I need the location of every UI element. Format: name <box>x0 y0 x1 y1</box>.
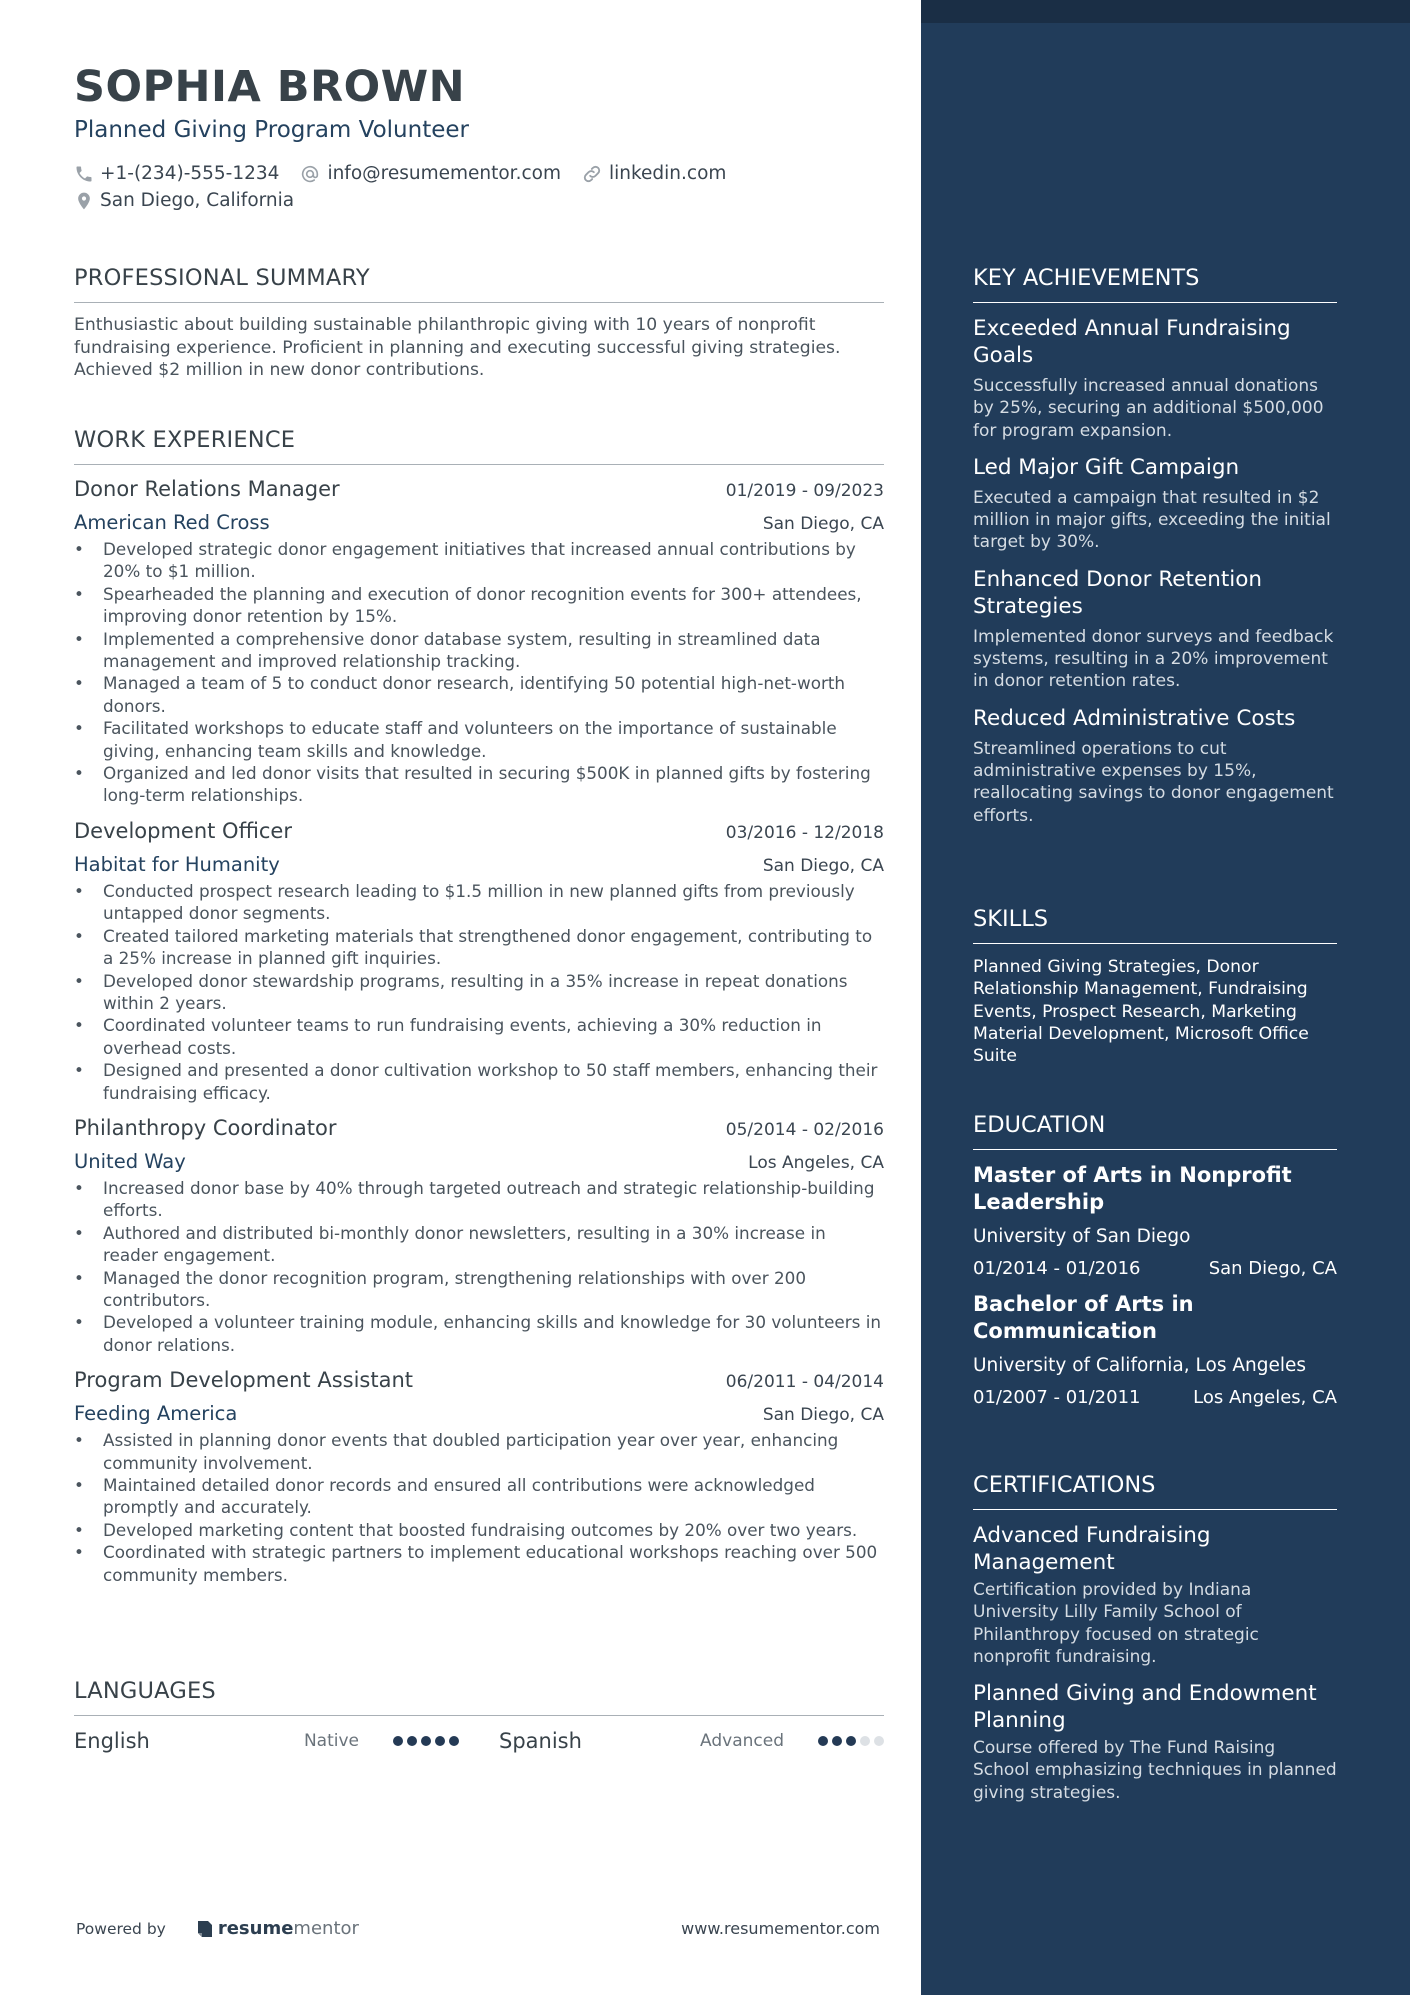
job-dates: 05/2014 - 02/2016 <box>725 1119 884 1140</box>
email-text: info@resumementor.com <box>327 163 561 184</box>
achievement-title: Enhanced Donor Retention Strategies <box>973 566 1263 619</box>
summary-text: Enthusiastic about building sustainable philanthropic giving with 10 years of nonprofit fundraising experience. Proficient in planning and executing successful giving strategies. Achieved $2 million in new donor contributions. <box>74 315 841 380</box>
language-name: English <box>74 1729 150 1753</box>
education-list <box>973 1162 1337 1408</box>
education-location: Los Angeles, CA <box>1193 1387 1337 1408</box>
achievement-desc: Streamlined operations to cut administrative expenses by 15%, reallocating savings to donor engagement efforts. <box>973 738 1334 826</box>
certification-list <box>973 1522 1337 1804</box>
resumementor-logo-icon <box>196 1919 214 1939</box>
contact-location <box>74 190 294 212</box>
education-location: San Diego, CA <box>1208 1258 1337 1279</box>
job-subheader <box>74 853 884 876</box>
job-location: San Diego, CA <box>762 855 884 876</box>
rating-dot <box>846 1736 856 1746</box>
job-location: San Diego, CA <box>762 1405 884 1426</box>
language-rating <box>389 1736 459 1746</box>
language-name: Spanish <box>499 1729 582 1753</box>
certification-title: Advanced Fundraising Management <box>973 1523 1211 1575</box>
certification-desc: Course offered by The Fund Raising School emphasizing techniques in planned giving strategies. <box>973 1738 1337 1803</box>
rating-dot <box>421 1736 431 1746</box>
at-icon <box>299 163 321 185</box>
job-bullet: • Designed and presented a donor cultivation workshop to 50 staff members, enhancing their fundraising efficacy. <box>74 1059 884 1104</box>
education-degree: Master of Arts in Nonprofit Leadership <box>973 1163 1292 1214</box>
achievement-desc: Implemented donor surveys and feedback systems, resulting in a 20% improvement in donor retention rates. <box>973 626 1334 692</box>
language-item <box>74 1729 459 1753</box>
job-dates: 03/2016 - 12/2018 <box>725 822 884 843</box>
job-entry <box>74 477 884 807</box>
location-pin-icon <box>74 190 94 212</box>
job-role: Program Development Assistant <box>74 1368 413 1393</box>
certifications-section <box>973 1472 1337 1804</box>
achievement-item <box>973 705 1337 827</box>
job-header <box>74 819 884 843</box>
sidebar-top-band <box>921 0 1410 23</box>
powered-by <box>76 1918 359 1939</box>
job-header <box>74 1368 884 1392</box>
experience-heading: WORK EXPERIENCE <box>74 427 884 465</box>
languages-section <box>74 1678 884 1753</box>
rating-dot <box>407 1736 417 1746</box>
job-bullets <box>74 538 884 807</box>
contact-phone[interactable] <box>74 163 279 184</box>
brand-logo[interactable] <box>196 1918 359 1939</box>
education-school: University of San Diego <box>973 1226 1191 1247</box>
language-item <box>499 1729 884 1753</box>
job-header <box>74 477 884 501</box>
achievements-section <box>973 265 1337 827</box>
job-company: Feeding America <box>74 1402 238 1426</box>
languages-heading: LANGUAGES <box>74 1678 884 1716</box>
achievement-title: Exceeded Annual Fundraising Goals <box>973 316 1291 368</box>
job-bullet: • Increased donor base by 40% through targeted outreach and strategic relationship-building efforts. <box>74 1177 884 1222</box>
job-bullets <box>74 880 884 1104</box>
link-icon <box>581 163 603 185</box>
job-bullet: • Developed donor stewardship programs, resulting in a 35% increase in repeat donations within 2 years. <box>74 970 884 1015</box>
job-role: Philanthropy Coordinator <box>74 1115 337 1140</box>
job-bullet: • Implemented a comprehensive donor database system, resulting in streamlined data management and improved relationship tracking. <box>74 628 884 673</box>
job-bullet: • Maintained detailed donor records and ensured all contributions were acknowledged promptly and accurately. <box>74 1474 884 1519</box>
achievement-title: Reduced Administrative Costs <box>973 705 1296 731</box>
powered-by-label: Powered by <box>76 1919 166 1938</box>
education-section <box>973 1112 1337 1408</box>
achievement-title: Led Major Gift Campaign <box>973 454 1240 480</box>
job-subheader <box>74 1402 884 1425</box>
linkedin-text: linkedin.com <box>608 163 727 184</box>
candidate-name: SOPHIA BROWN <box>74 62 466 112</box>
job-bullet: • Organized and led donor visits that resulted in securing $500K in planned gifts by fostering long-term relationships. <box>74 762 884 807</box>
job-bullet: • Created tailored marketing materials that strengthened donor engagement, contributing to a 25% increase in planned gift inquiries. <box>74 925 884 970</box>
rating-dot <box>860 1736 870 1746</box>
rating-dot <box>818 1736 828 1746</box>
achievements-heading: KEY ACHIEVEMENTS <box>973 265 1337 303</box>
education-meta <box>973 1258 1337 1279</box>
job-bullet: • Managed the donor recognition program, strengthening relationships with over 200 contributors. <box>74 1267 884 1312</box>
rating-dot <box>832 1736 842 1746</box>
footer-website[interactable]: www.resumementor.com <box>681 1919 880 1938</box>
job-bullet: • Developed strategic donor engagement initiatives that increased annual contributions by 20% to $1 million. <box>74 538 884 583</box>
contact-linkedin[interactable] <box>581 163 726 185</box>
job-bullet: • Spearheaded the planning and execution of donor recognition events for 300+ attendees, improving donor retention by 15%. <box>74 583 884 628</box>
job-bullet: • Facilitated workshops to educate staff and volunteers on the importance of sustainable giving, enhancing team skills and knowledge. <box>74 717 884 762</box>
certification-desc: Certification provided by Indiana University Lilly Family School of Philanthropy focused on strategic nonprofit fundraising. <box>973 1580 1259 1667</box>
job-entry <box>74 1368 884 1586</box>
job-location: San Diego, CA <box>762 514 884 534</box>
skills-text: Planned Giving Strategies, Donor Relationship Management, Fundraising Events, Prospect Research, Marketing Material Development, Microsoft Office Suite <box>973 957 1309 1067</box>
language-level: Native <box>303 1731 359 1751</box>
candidate-title: Planned Giving Program Volunteer <box>74 117 469 143</box>
job-entry <box>74 819 884 1104</box>
summary-heading: PROFESSIONAL SUMMARY <box>74 265 884 303</box>
job-header <box>74 1116 884 1140</box>
job-role: Development Officer <box>74 818 292 843</box>
job-bullet: • Developed a volunteer training module, enhancing skills and knowledge for 30 volunteers in donor relations. <box>74 1311 884 1356</box>
skills-heading: SKILLS <box>973 906 1337 944</box>
job-bullets <box>74 1429 884 1586</box>
education-school: University of California, Los Angeles <box>973 1355 1307 1376</box>
job-subheader <box>74 511 884 534</box>
contact-info <box>74 160 884 214</box>
job-bullet: • Developed marketing content that boosted fundraising outcomes by 20% over two years. <box>74 1519 884 1541</box>
job-entry <box>74 1116 884 1356</box>
achievement-desc: Executed a campaign that resulted in $2 million in major gifts, exceeding the initial target by 30%. <box>973 487 1331 553</box>
brand-name-light: mentor <box>293 1918 359 1939</box>
achievement-desc: Successfully increased annual donations by 25%, securing an additional $500,000 for program expansion. <box>973 376 1324 441</box>
rating-dot <box>393 1736 403 1746</box>
job-bullet: • Assisted in planning donor events that doubled participation year over year, enhancing community involvement. <box>74 1429 884 1474</box>
job-dates: 06/2011 - 04/2014 <box>725 1372 884 1393</box>
certification-item <box>973 1680 1337 1804</box>
job-subheader <box>74 1150 884 1173</box>
rating-dot <box>435 1736 445 1746</box>
education-degree: Bachelor of Arts in Communication <box>973 1292 1194 1343</box>
rating-dot <box>449 1736 459 1746</box>
job-bullet: • Coordinated with strategic partners to implement educational workshops reaching over 500 community members. <box>74 1541 884 1586</box>
job-role: Donor Relations Manager <box>74 477 340 501</box>
job-company: United Way <box>74 1149 186 1173</box>
brand-name-strong: resume <box>217 1918 294 1939</box>
education-item <box>973 1291 1337 1408</box>
certification-item <box>973 1522 1337 1668</box>
language-list <box>74 1729 884 1753</box>
job-dates: 01/2019 - 09/2023 <box>725 481 884 501</box>
experience-section <box>74 427 884 1586</box>
job-bullet: • Conducted prospect research leading to $1.5 million in new planned gifts from previously untapped donor segments. <box>74 880 884 925</box>
certifications-heading: CERTIFICATIONS <box>973 1472 1337 1510</box>
education-dates: 01/2007 - 01/2011 <box>973 1387 1141 1408</box>
education-dates: 01/2014 - 01/2016 <box>973 1258 1141 1279</box>
education-item <box>973 1162 1337 1279</box>
rating-dot <box>874 1736 884 1746</box>
contact-email[interactable] <box>299 163 561 185</box>
job-list <box>74 477 884 1586</box>
summary-section <box>74 265 884 382</box>
job-bullet: • Coordinated volunteer teams to run fundraising events, achieving a 30% reduction in overhead costs. <box>74 1014 884 1059</box>
skills-section <box>973 906 1337 1067</box>
phone-icon <box>74 164 94 184</box>
achievement-item <box>973 566 1337 693</box>
job-bullets <box>74 1177 884 1356</box>
achievement-item <box>973 454 1337 554</box>
job-bullet: • Managed a team of 5 to conduct donor research, identifying 50 potential high-net-worth donors. <box>74 672 884 717</box>
footer <box>76 1918 880 1939</box>
phone-text: +1-(234)-555-1234 <box>100 163 280 184</box>
achievement-item <box>973 315 1337 442</box>
job-location: Los Angeles, CA <box>748 1152 884 1173</box>
job-bullet: • Authored and distributed bi-monthly donor newsletters, resulting in a 30% increase in reader engagement. <box>74 1222 884 1267</box>
education-meta <box>973 1387 1337 1408</box>
sidebar <box>921 0 1410 1995</box>
job-company: American Red Cross <box>74 511 270 534</box>
education-heading: EDUCATION <box>973 1112 1337 1150</box>
language-rating <box>814 1736 884 1746</box>
certification-title: Planned Giving and Endowment Planning <box>973 1681 1317 1734</box>
job-company: Habitat for Humanity <box>74 852 280 876</box>
achievement-list <box>973 315 1337 827</box>
location-text: San Diego, California <box>100 190 295 211</box>
language-level: Advanced <box>700 1731 784 1751</box>
